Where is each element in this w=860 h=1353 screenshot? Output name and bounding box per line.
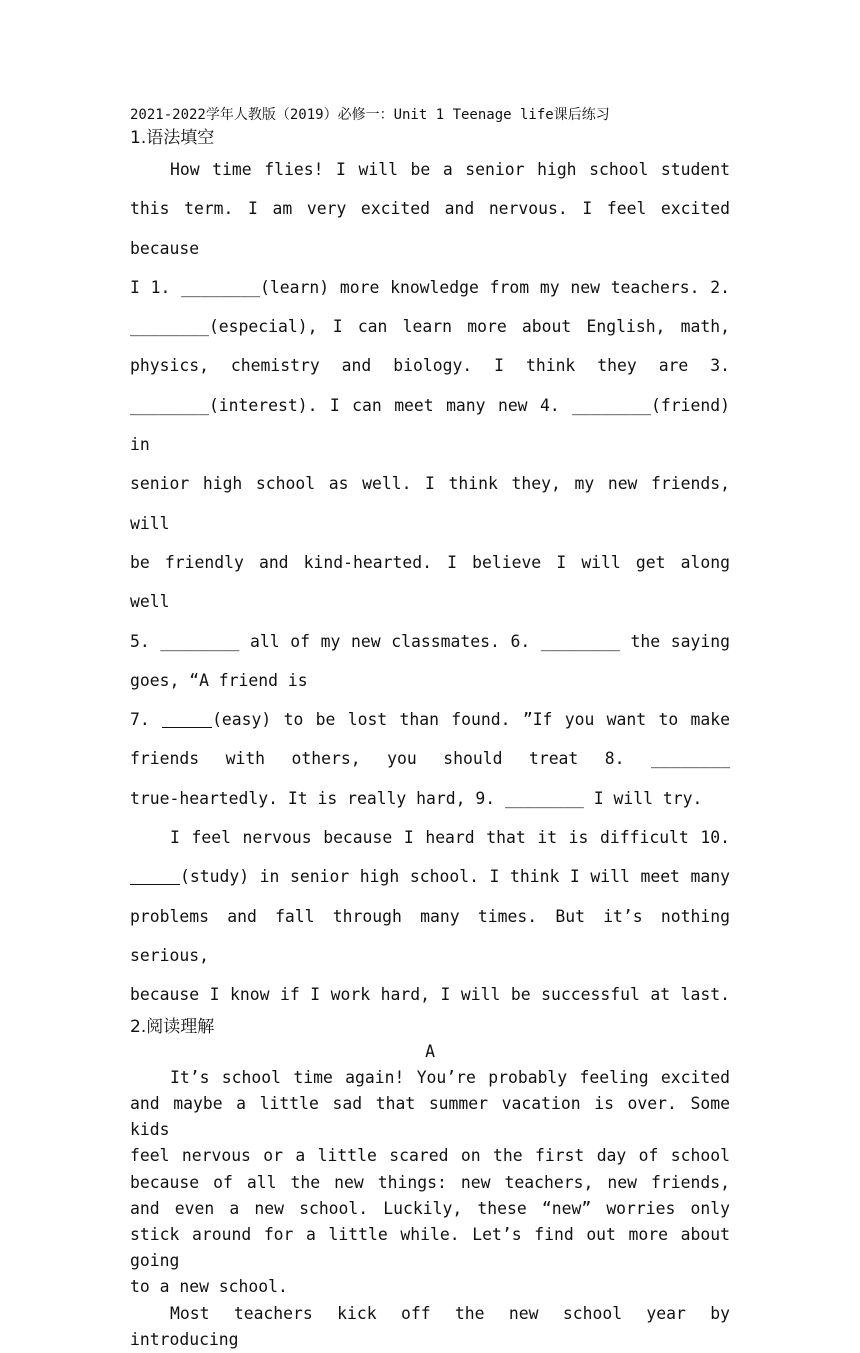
text-line: friends with others, you should treat 8. ________ <box>130 749 730 769</box>
text-line: 5. ________ all of my new classmates. 6. ________ the saying <box>130 631 730 651</box>
document-title: 2021-2022学年人教版（2019）必修一：Unit 1 Teenage life课后练习 <box>130 107 610 123</box>
text-line <box>130 700 730 739</box>
document-page <box>130 104 730 1353</box>
text-line: be friendly and kind-hearted. I believe I will get along well <box>130 552 730 612</box>
text-fragment: (study) in senior high school. I think I will meet many <box>180 867 730 887</box>
answer-blank <box>162 711 212 728</box>
answer-blank <box>130 868 180 885</box>
text-line: senior high school as well. I think they, my new friends, will <box>130 474 730 533</box>
text-line: and maybe a little sad that summer vacation is over. Some kids <box>130 1093 730 1140</box>
text-line: feel nervous or a little scared on the first day of school <box>130 1146 730 1166</box>
text-line: stick around for a little while. Let’s find out more about going <box>130 1224 730 1271</box>
section-heading-grammar: 1.语法填空 <box>130 128 215 148</box>
text-line: ________(interest). I can meet many new 4. ________(friend) in <box>130 395 730 455</box>
text-line: ________(especial), I can learn more about English, math, <box>130 317 730 337</box>
text-line: true-heartedly. It is really hard, 9. ________ I will try. <box>130 788 703 808</box>
text-line: I feel nervous because I heard that it is difficult 10. <box>170 828 730 848</box>
text-line: because of all the new things: new teachers, new friends, <box>130 1172 730 1192</box>
text-line: It’s school time again! You’re probably feeling excited <box>170 1067 730 1087</box>
text-line: because I know if I work hard, I will be successful at last. <box>130 985 730 1005</box>
text-line: I 1. ________(learn) more knowledge from my new teachers. 2. <box>130 277 730 297</box>
text-line: Most teachers kick off the new school year by introducing <box>130 1303 730 1349</box>
text-line: to a new school. <box>130 1277 288 1297</box>
text-line: this term. I am very excited and nervous. I feel excited because <box>130 199 730 258</box>
text-line: problems and fall through many times. But it’s nothing serious, <box>130 906 730 965</box>
text-line: physics, chemistry and biology. I think they are 3. <box>130 356 730 376</box>
blank-number: 7. <box>130 710 163 730</box>
text-fragment: (easy) to be lost than found. ”If you want to make <box>212 710 730 730</box>
section-heading-reading: 2.阅读理解 <box>130 1016 215 1037</box>
text-line: and even a new school. Luckily, these “new” worries only <box>130 1198 730 1218</box>
text-line: goes, “A friend is <box>130 670 308 690</box>
text-line: How time flies! I will be a senior high school student <box>170 160 730 179</box>
cloze-passage <box>130 150 730 1015</box>
text-line <box>130 857 730 896</box>
passage-label: A <box>425 1041 435 1061</box>
reading-passage <box>130 1039 730 1353</box>
